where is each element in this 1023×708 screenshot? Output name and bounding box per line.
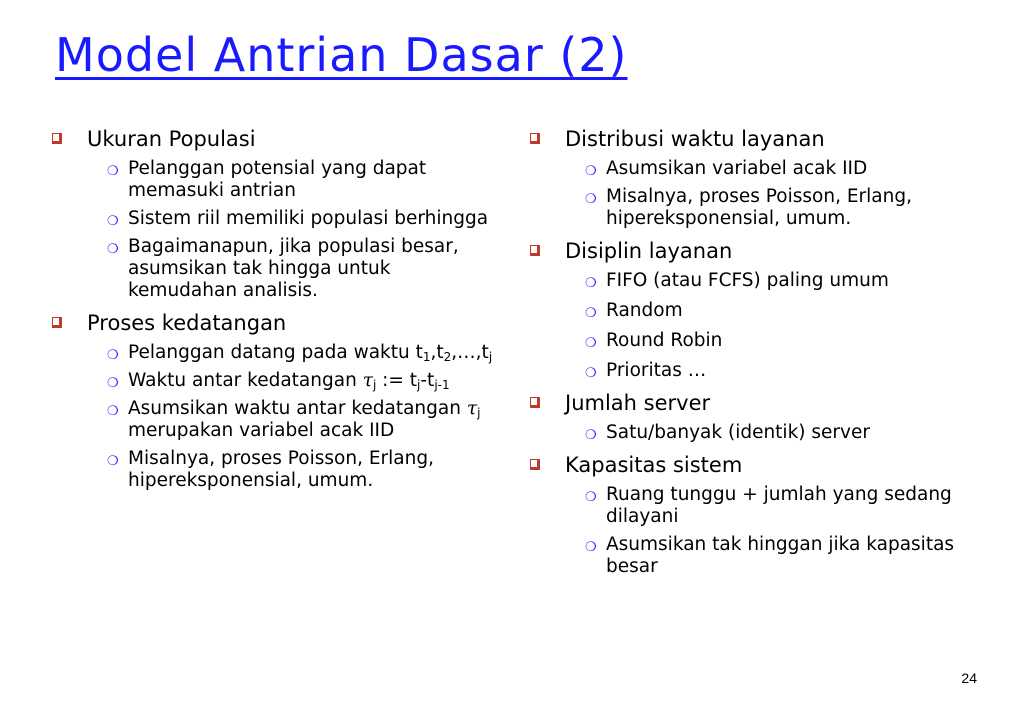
page-number: 24 xyxy=(961,670,977,686)
square-bullet-icon xyxy=(530,245,540,256)
sub-bullet-text: Asumsikan variabel acak IID xyxy=(606,158,868,179)
sub-bullet-text: Asumsikan waktu antar kedatangan xyxy=(128,398,467,419)
circle-bullet-icon: ❍ xyxy=(585,366,597,381)
circle-bullet-icon: ❍ xyxy=(585,164,597,179)
sub-bullet-text: Sistem riil memiliki populasi berhingga xyxy=(128,208,489,229)
sub-bullet-text: Misalnya, proses Poisson, Erlang, hipereksponensial, umum. xyxy=(606,186,912,229)
circle-bullet-icon: ❍ xyxy=(585,336,597,351)
bullet-jumlah-server xyxy=(528,390,978,416)
sub-bullet xyxy=(107,342,500,364)
sub-bullet-text: Round Robin xyxy=(606,330,723,351)
bullet-disiplin-layanan xyxy=(528,238,978,264)
sub-bullet-text: Prioritas … xyxy=(606,360,707,381)
sub-bullet xyxy=(107,158,500,202)
sub-bullet xyxy=(585,330,978,352)
sub-bullet-text: Satu/banyak (identik) server xyxy=(606,422,870,443)
sub-bullet xyxy=(585,186,978,230)
bullet-label: Disiplin layanan xyxy=(565,239,733,263)
circle-bullet-icon: ❍ xyxy=(107,376,119,391)
circle-bullet-icon: ❍ xyxy=(585,306,597,321)
circle-bullet-icon: ❍ xyxy=(107,242,119,257)
circle-bullet-icon: ❍ xyxy=(107,454,119,469)
formula-arrival-times: $t_1,t_2,\dots,t_j$ xyxy=(415,342,493,364)
circle-bullet-icon: ❍ xyxy=(585,428,597,443)
bullet-distribusi-waktu-layanan xyxy=(528,126,978,152)
sub-bullet xyxy=(585,300,978,322)
circle-bullet-icon: ❍ xyxy=(107,214,119,229)
bullet-label: Distribusi waktu layanan xyxy=(565,127,825,151)
circle-bullet-icon: ❍ xyxy=(107,348,119,363)
bullet-label: Kapasitas sistem xyxy=(565,453,743,477)
sub-bullet xyxy=(585,360,978,382)
formula-tau-j: $\tau_j$ xyxy=(466,398,481,420)
bullet-label: Proses kedatangan xyxy=(87,311,287,335)
sub-bullet xyxy=(585,422,978,444)
square-bullet-icon xyxy=(530,397,540,408)
circle-bullet-icon: ❍ xyxy=(107,164,119,179)
sub-bullet-text: Asumsikan tak hinggan jika kapasitas besar xyxy=(606,534,955,577)
sub-bullet-text: merupakan variabel acak IID xyxy=(128,420,395,441)
sub-bullet xyxy=(585,158,978,180)
sub-bullet xyxy=(585,270,978,292)
bullet-kapasitas-sistem xyxy=(528,452,978,478)
bullet-label: Jumlah server xyxy=(565,391,711,415)
formula-interarrival: $\tau_j$ := $t_j-t_{j-1}$ xyxy=(362,370,450,392)
sub-bullet-text: Pelanggan datang pada waktu xyxy=(128,342,416,363)
sub-bullet xyxy=(107,398,500,442)
square-bullet-icon xyxy=(530,459,540,470)
sub-bullet xyxy=(585,484,978,528)
square-bullet-icon xyxy=(530,133,540,144)
circle-bullet-icon: ❍ xyxy=(585,192,597,207)
circle-bullet-icon: ❍ xyxy=(107,404,119,419)
sub-bullet xyxy=(107,236,500,302)
bullet-proses-kedatangan xyxy=(50,310,500,336)
circle-bullet-icon: ❍ xyxy=(585,540,597,555)
circle-bullet-icon: ❍ xyxy=(585,490,597,505)
bullet-ukuran-populasi xyxy=(50,126,500,152)
right-column xyxy=(528,122,978,578)
square-bullet-icon xyxy=(52,317,62,328)
sub-bullet xyxy=(107,448,500,492)
sub-bullet-text: Misalnya, proses Poisson, Erlang, hipereksponensial, umum. xyxy=(128,448,434,491)
sub-bullet xyxy=(107,208,500,230)
sub-bullet xyxy=(107,370,500,392)
sub-bullet-text: Pelanggan potensial yang dapat memasuki antrian xyxy=(128,158,427,201)
slide-title: Model Antrian Dasar (2) xyxy=(55,28,628,82)
sub-bullet-text: Ruang tunggu + jumlah yang sedang dilayani xyxy=(606,484,952,527)
sub-bullet-text: Bagaimanapun, jika populasi besar, asumsikan tak hingga untuk kemudahan analisis. xyxy=(128,236,459,301)
sub-bullet-text: Waktu antar kedatangan xyxy=(128,370,363,391)
circle-bullet-icon: ❍ xyxy=(585,276,597,291)
bullet-label: Ukuran Populasi xyxy=(87,127,256,151)
left-column xyxy=(50,122,500,492)
square-bullet-icon xyxy=(52,133,62,144)
sub-bullet-text: FIFO (atau FCFS) paling umum xyxy=(606,270,889,291)
sub-bullet-text: Random xyxy=(606,300,683,321)
sub-bullet xyxy=(585,534,978,578)
